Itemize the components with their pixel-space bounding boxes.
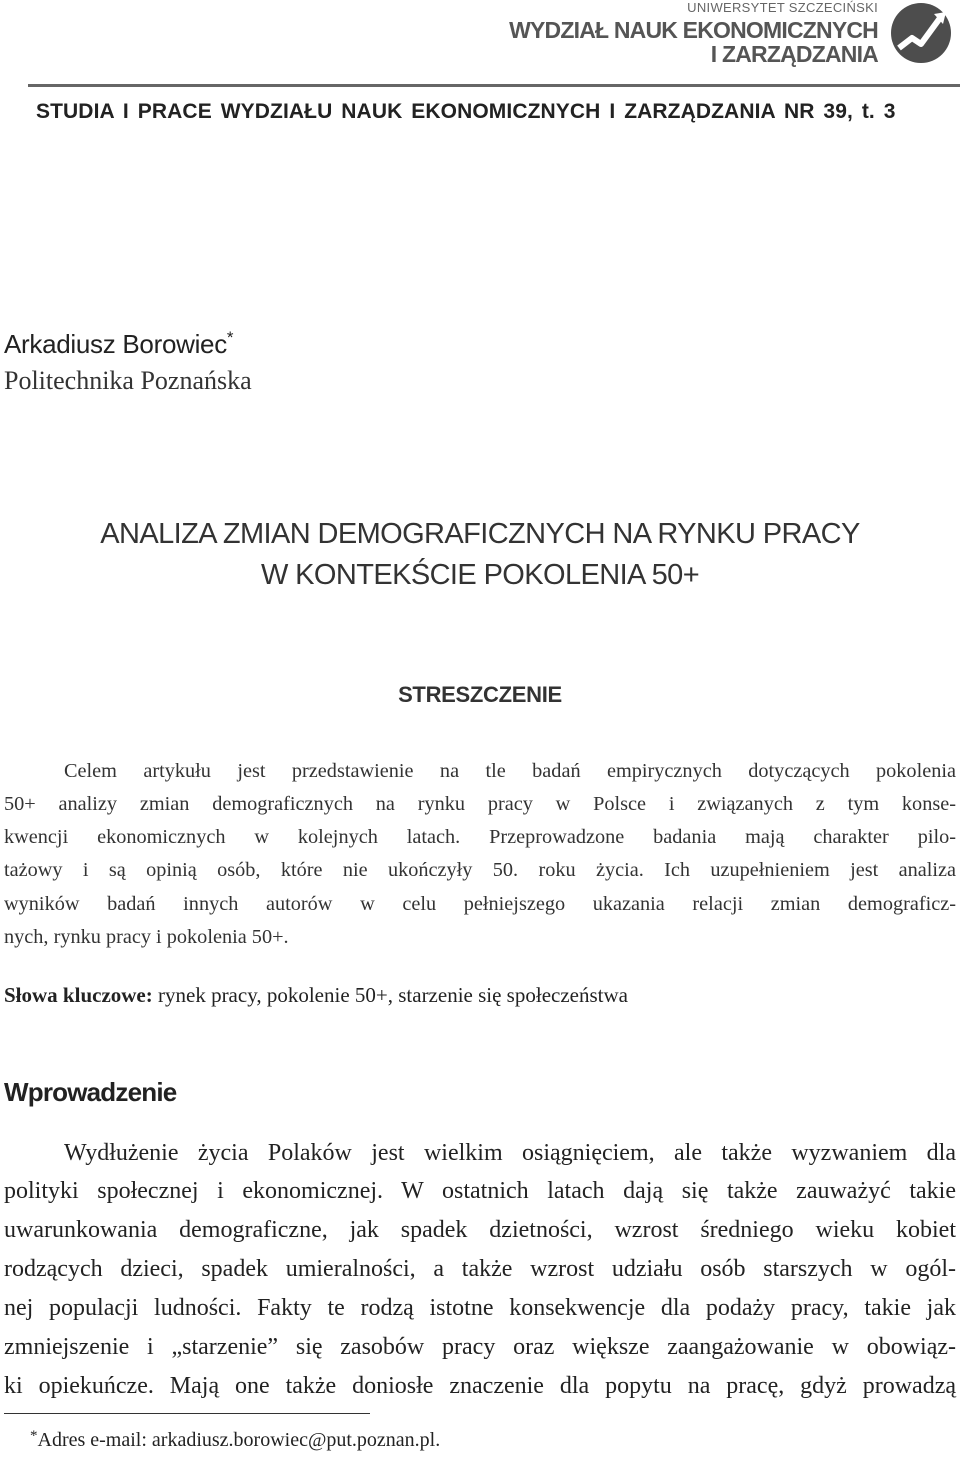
header-divider bbox=[28, 84, 960, 87]
journal-series-title: STUDIA I PRACE WYDZIAŁU NAUK EKONOMICZNYCH I ZARZĄDZANIA NR 39, t. 3 bbox=[36, 100, 896, 123]
footnote-email-text: Adres e-mail: arkadiusz.borowiec@put.poznan.pl. bbox=[37, 1429, 441, 1451]
abstract-line: Celem artykułu jest przedstawienie na tle badań empirycznych dotyczących pokolenia bbox=[64, 760, 956, 782]
body-text-line: uwarunkowania demograficzne, jak spadek dzietności, wzrost średniego wieku kobiet bbox=[4, 1217, 956, 1243]
keywords bbox=[4, 983, 628, 1008]
body-text-line: zmniejszenie i „starzenie” się zasobów pracy oraz większe zaangażowanie w obowiąz- bbox=[4, 1334, 956, 1360]
body-text-line: polityki społecznej i ekonomicznej. W ostatnich latach dają się także zauważyć takie bbox=[4, 1178, 956, 1204]
abstract-line: tażowy i są opinią osób, które nie ukończyły 50. roku życia. Ich uzupełnieniem jest analiza bbox=[4, 859, 956, 881]
logo-university-name: UNIWERSYTET SZCZECIŃSKI bbox=[687, 0, 878, 15]
body-text-line: nej populacji ludności. Fakty te rodzą istotne konsekwencje dla podaży pracy, takie jak bbox=[4, 1295, 956, 1321]
footnote-divider bbox=[4, 1413, 370, 1414]
author-name-text: Arkadiusz Borowiec bbox=[4, 329, 227, 359]
author-footnote-marker: * bbox=[226, 328, 234, 347]
footnote bbox=[30, 1428, 440, 1452]
article-title-line-1: ANALIZA ZMIAN DEMOGRAFICZNYCH NA RYNKU PRACY bbox=[100, 518, 860, 550]
keywords-text: rynek pracy, pokolenie 50+, starzenie się społeczeństwa bbox=[152, 983, 628, 1007]
section-heading-introduction: Wprowadzenie bbox=[4, 1077, 177, 1107]
author-affiliation: Politechnika Poznańska bbox=[4, 366, 252, 395]
body-text-line: ki opiekuńcze. Mają one także doniosłe znaczenie dla popytu na pracę, gdyż prowadzą bbox=[4, 1373, 956, 1399]
abstract-line: wyników badań innych autorów w celu pełniejszego ukazania relacji zmian demograficz- bbox=[4, 893, 956, 915]
footnote-marker: * bbox=[30, 1428, 38, 1444]
keywords-label: Słowa kluczowe: bbox=[4, 983, 153, 1007]
logo-chart-icon bbox=[890, 2, 952, 64]
abstract-heading: STRESZCZENIE bbox=[398, 682, 562, 707]
abstract-line: kwencji ekonomicznych w kolejnych latach. Przeprowadzone badania mają charakter pilo- bbox=[4, 826, 956, 848]
body-text-line: Wydłużenie życia Polaków jest wielkim osiągnięciem, ale także wyzwaniem dla bbox=[64, 1140, 956, 1166]
abstract-line: nych, rynku pracy i pokolenia 50+. bbox=[4, 926, 289, 948]
body-text-line: rodzących dzieci, spadek umieralności, a także wzrost udziału osób starszych w ogól- bbox=[4, 1256, 956, 1282]
author-name bbox=[4, 328, 233, 360]
abstract-line: 50+ analizy zmian demograficznych na rynku pracy w Polsce i związanych z tym konse- bbox=[4, 793, 956, 815]
logo-faculty-line-2: I ZARZĄDZANIA bbox=[710, 41, 878, 67]
faculty-logo bbox=[509, 0, 956, 72]
logo-faculty-line-1: WYDZIAŁ NAUK EKONOMICZNYCH bbox=[509, 17, 878, 43]
article-title-line-2: W KONTEKŚCIE POKOLENIA 50+ bbox=[260, 559, 700, 591]
